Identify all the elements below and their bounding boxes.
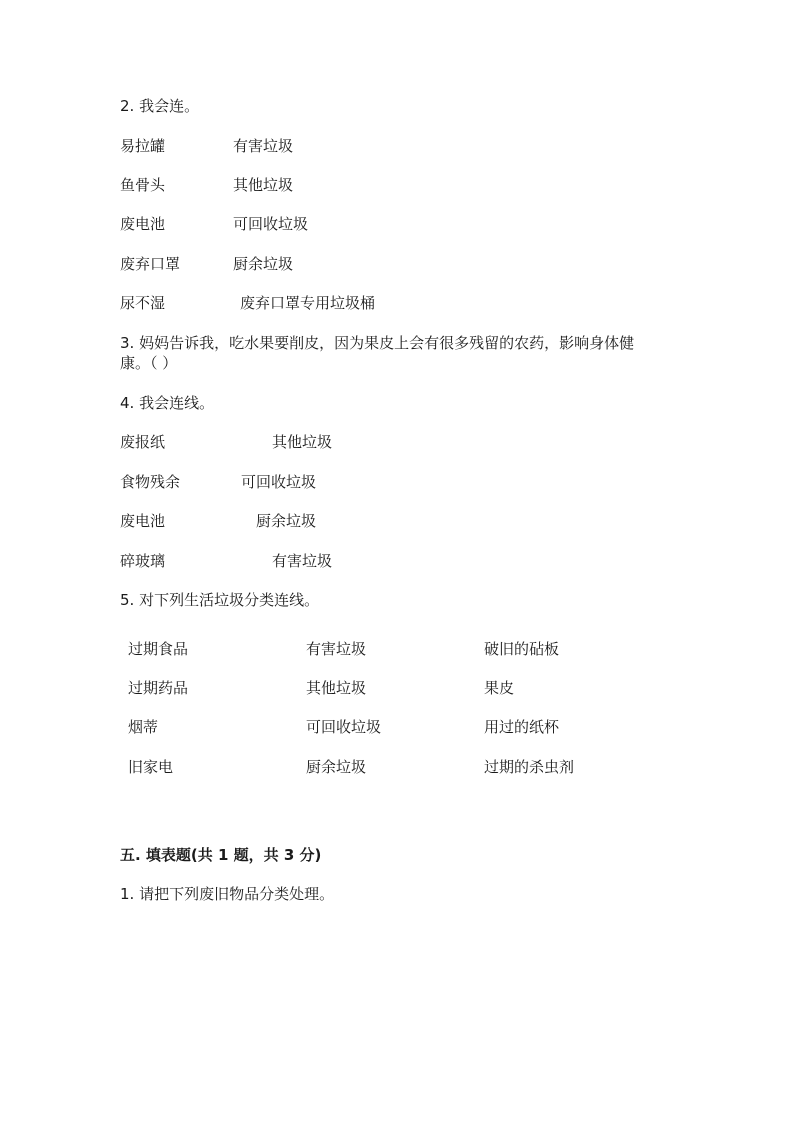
q2-left-item: 易拉罐	[120, 137, 166, 155]
q3-text-line2: 康。（ ）	[120, 354, 178, 372]
q5-heading: 5. 对下列生活垃圾分类连线。	[120, 591, 320, 609]
q2-right-item: 厨余垃圾	[233, 255, 294, 273]
q2-right-item: 废弃口罩专用垃圾桶	[240, 294, 376, 312]
q4-heading: 4. 我会连线。	[120, 394, 215, 412]
q2-right-item: 有害垃圾	[233, 137, 294, 155]
q2-right-item: 可回收垃圾	[233, 215, 309, 233]
q5-col2-item: 其他垃圾	[306, 679, 367, 697]
q5-col2-item: 厨余垃圾	[306, 758, 367, 776]
q5-col3-item: 果皮	[484, 679, 515, 697]
section-title: 五. 填表题(共 1 题，共 3 分)	[120, 846, 322, 864]
q2-heading: 2. 我会连。	[120, 97, 200, 115]
q5-col3-item: 用过的纸杯	[484, 718, 560, 736]
q5-col1-item: 过期食品	[128, 640, 189, 658]
q5-col3-item: 过期的杀虫剂	[484, 758, 575, 776]
q5-col3-item: 破旧的砧板	[484, 640, 560, 658]
q5-col2-item: 可回收垃圾	[306, 718, 382, 736]
q5-col1-item: 过期药品	[128, 679, 189, 697]
q4-left-item: 碎玻璃	[120, 552, 166, 570]
q2-left-item: 废弃口罩	[120, 255, 181, 273]
q4-right-item: 其他垃圾	[272, 433, 333, 451]
q2-right-item: 其他垃圾	[233, 176, 294, 194]
q4-left-item: 废电池	[120, 512, 166, 530]
q5-col1-item: 烟蒂	[128, 718, 159, 736]
q5-col1-item: 旧家电	[128, 758, 174, 776]
q2-left-item: 鱼骨头	[120, 176, 166, 194]
q4-left-item: 废报纸	[120, 433, 166, 451]
q2-left-item: 废电池	[120, 215, 166, 233]
q4-left-item: 食物残余	[120, 473, 181, 491]
q4-right-item: 厨余垃圾	[256, 512, 317, 530]
q2-left-item: 尿不湿	[120, 294, 166, 312]
q4-right-item: 可回收垃圾	[241, 473, 317, 491]
q5-col2-item: 有害垃圾	[306, 640, 367, 658]
q4-right-item: 有害垃圾	[272, 552, 333, 570]
section5-q1-text: 1. 请把下列废旧物品分类处理。	[120, 885, 335, 903]
q3-text-line1: 3. 妈妈告诉我，吃水果要削皮，因为果皮上会有很多残留的农药，影响身体健	[120, 334, 635, 352]
